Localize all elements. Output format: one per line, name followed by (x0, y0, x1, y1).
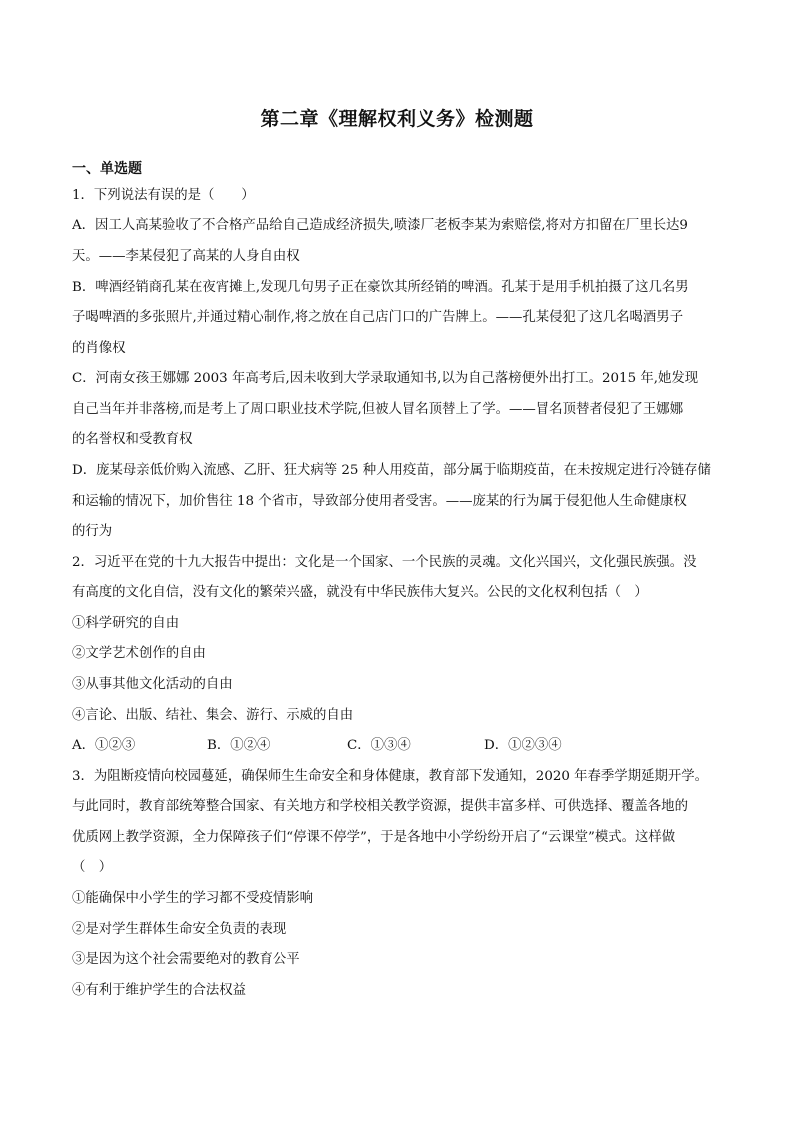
question-1-stem: 1．下列说法有误的是（ ） (72, 188, 255, 203)
question-2-choice-a: A．①②③ (72, 738, 136, 753)
question-1-option-c-cont: 的名誉权和受教育权 (72, 432, 193, 447)
section-heading: 一、单选题 (72, 161, 142, 177)
question-1-option-a: A．因工人高某验收了不合格产品给自己造成经济损失,喷漆厂老板李某为索赔偿,将对方扣留在厂里长达9 (72, 218, 688, 233)
question-2-item-2: ②文学艺术创作的自由 (72, 646, 206, 661)
question-3-stem: 3．为阻断疫情向校园蔓延，确保师生生命安全和身体健康，教育部下发通知，2020 年春季学期延期开学。 (72, 769, 709, 784)
question-2-stem-cont: 有高度的文化自信，没有文化的繁荣兴盛，就没有中华民族伟大复兴。公民的文化权利包括（ ） (72, 585, 648, 600)
question-2-choice-d: D．①②③④ (484, 738, 562, 753)
question-2-choice-c: C．①③④ (347, 738, 411, 753)
question-1-option-c-cont: 自己当年并非落榜,而是考上了周口职业技术学院,但被人冒名顶替上了学。——冒名顶替者侵犯了王娜娜 (72, 402, 684, 417)
question-3-stem-cont: 与此同时，教育部统筹整合国家、有关地方和学校相关教学资源，提供丰富多样、可供选择、覆盖各地的 (72, 799, 688, 814)
question-3-item-3: ③是因为这个社会需要绝对的教育公平 (72, 952, 300, 967)
question-1-option-b: B．啤酒经销商孔某在夜宵摊上,发现几句男子正在豪饮其所经销的啤酒。孔某于是用手机拍摄了这几名男 (72, 280, 689, 295)
question-3-stem-cont: 优质网上教学资源，全力保障孩子们“停课不停学”，于是各地中小学纷纷开启了“云课堂”模式。这样做 (72, 830, 676, 845)
question-1-option-b-cont: 子喝啤酒的多张照片,并通过精心制作,将之放在自己店门口的广告牌上。——孔某侵犯了这几名喝酒男子 (72, 310, 684, 325)
question-2-item-4: ④言论、出版、结社、集会、游行、示威的自由 (72, 708, 354, 723)
question-3-blank: （ ） (72, 860, 113, 875)
question-1-option-c: C．河南女孩王娜娜 2003 年高考后,因未收到大学录取通知书,以为自己落榜便外出打工。2015 年,她发现 (72, 371, 699, 386)
question-1-option-b-cont: 的肖像权 (72, 341, 126, 356)
page-title: 第二章《理解权利义务》检测题 (260, 108, 534, 130)
question-2-item-1: ①科学研究的自由 (72, 616, 180, 631)
question-3-item-4: ④有利于维护学生的合法权益 (72, 983, 247, 998)
question-3-item-1: ①能确保中小学生的学习都不受疫情影响 (72, 891, 314, 906)
question-2-item-3: ③从事其他文化活动的自由 (72, 677, 233, 692)
question-1-option-d-cont: 和运输的情况下，加价售往 18 个省市，导致部分使用者受害。——庞某的行为属于侵犯他人生命健康权 (72, 494, 687, 509)
question-3-item-2: ②是对学生群体生命安全负责的表现 (72, 922, 287, 937)
question-1-option-d-cont: 的行为 (72, 524, 113, 539)
question-2-choice-b: B．①②④ (207, 738, 271, 753)
question-1-option-d: D．庞某母亲低价购入流感、乙肝、狂犬病等 25 种人用疫苗，部分属于临期疫苗，在未按规定进行冷链存储 (72, 463, 711, 478)
question-1-option-a-cont: 天。——李某侵犯了高某的人身自由权 (72, 249, 300, 264)
question-2-stem: 2．习近平在党的十九大报告中提出：文化是一个国家、一个民族的灵魂。文化兴国兴，文化强民族强。没 (72, 555, 697, 570)
